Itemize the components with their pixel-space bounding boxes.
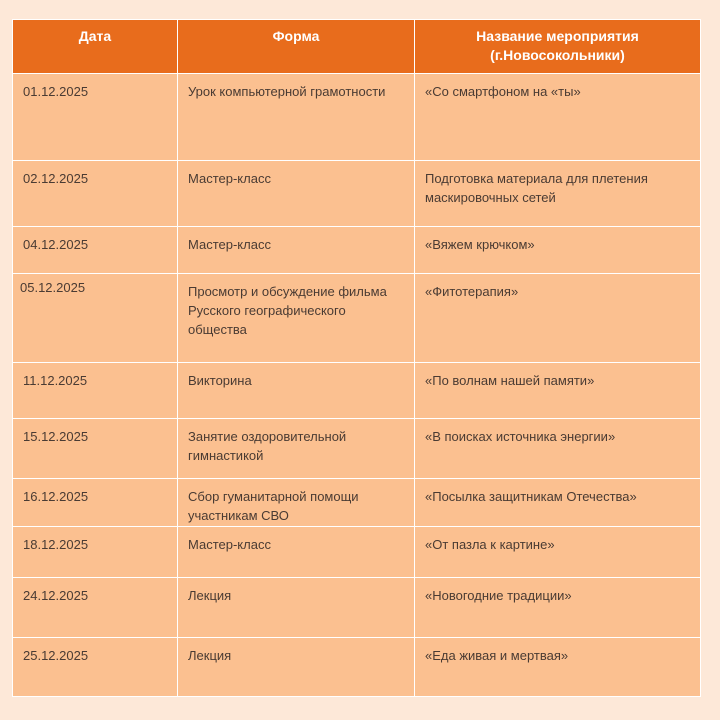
cell-event: Подготовка материала для плетения маскировочных сетей [415,161,701,227]
table-header-row [13,20,701,74]
cell-form: Урок компьютерной грамотности [178,74,415,161]
header-event-line1: Название мероприятия [476,28,639,44]
cell-form: Лекция [178,638,415,697]
cell-event: «Фитотерапия» [415,274,701,363]
cell-form: Лекция [178,578,415,638]
cell-event: «Новогодние традиции» [415,578,701,638]
table-row [13,161,701,227]
cell-form: Просмотр и обсуждение фильма Русского географического общества [178,274,415,363]
header-date: Дата [13,20,178,74]
cell-date: 16.12.2025 [13,479,178,527]
table-row [13,527,701,578]
cell-event: «По волнам нашей памяти» [415,363,701,419]
table-row [13,578,701,638]
header-form: Форма [178,20,415,74]
table-row [13,419,701,479]
cell-event: «От пазла к картине» [415,527,701,578]
cell-date: 01.12.2025 [13,74,178,161]
header-event-line2: (г.Новосокольники) [490,47,625,63]
cell-event: «Посылка защитникам Отечества» [415,479,701,527]
cell-date: 11.12.2025 [13,363,178,419]
cell-date: 25.12.2025 [13,638,178,697]
cell-event: «Со смартфоном на «ты» [415,74,701,161]
table-row [13,74,701,161]
cell-event: «Вяжем крючком» [415,227,701,274]
cell-form: Мастер-класс [178,227,415,274]
cell-date: 24.12.2025 [13,578,178,638]
table-row [13,274,701,363]
cell-form: Мастер-класс [178,161,415,227]
table-row [13,227,701,274]
cell-form: Мастер-класс [178,527,415,578]
cell-event: «В поисках источника энергии» [415,419,701,479]
table-row [13,479,701,527]
cell-form: Викторина [178,363,415,419]
cell-form: Занятие оздоровительной гимнастикой [178,419,415,479]
cell-date: 18.12.2025 [13,527,178,578]
cell-form: Сбор гуманитарной помощи участникам СВО [178,479,415,527]
cell-date: 02.12.2025 [13,161,178,227]
events-table [12,19,701,697]
cell-date: 04.12.2025 [13,227,178,274]
header-event [415,20,701,74]
cell-date: 05.12.2025 [13,274,178,363]
table-row [13,638,701,697]
cell-event: «Еда живая и мертвая» [415,638,701,697]
cell-date: 15.12.2025 [13,419,178,479]
table-row [13,363,701,419]
